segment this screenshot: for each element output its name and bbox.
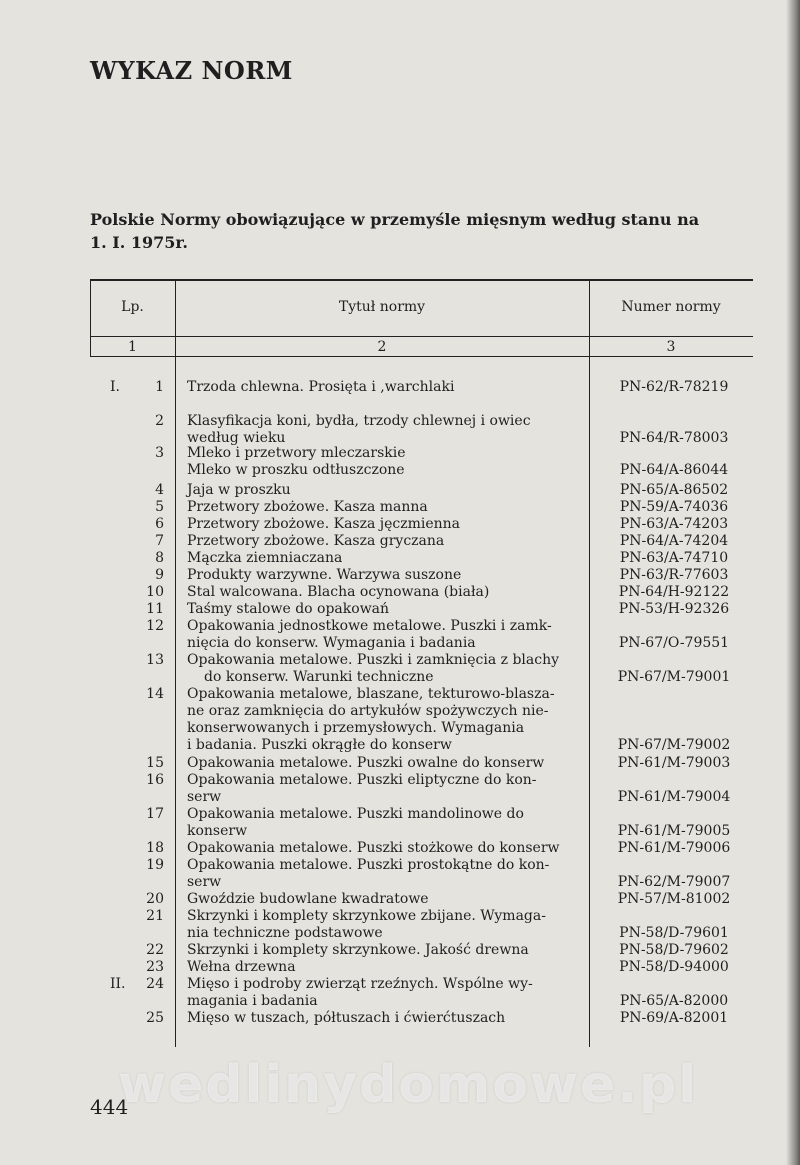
row-title bbox=[187, 652, 579, 686]
row-title-line: Opakowania jednostkowe metalowe. Puszki i zamk- bbox=[187, 618, 552, 634]
row-title bbox=[187, 618, 579, 652]
row-norm-number: PN-58/D-79601 bbox=[619, 925, 729, 941]
row-norm-number: PN-64/A-74204 bbox=[619, 533, 729, 549]
row-number: 8 bbox=[155, 550, 164, 566]
row-title bbox=[187, 772, 579, 806]
header-title: Tytuł normy bbox=[338, 299, 426, 315]
row-norm-number: PN-63/R-77603 bbox=[619, 567, 729, 583]
row-number: 24 bbox=[146, 976, 164, 992]
row-norm-number: PN-67/M-79001 bbox=[617, 669, 731, 685]
row-norm-number: PN-59/A-74036 bbox=[619, 499, 729, 515]
row-title-line: Mleko i przetwory mleczarskie bbox=[187, 445, 406, 461]
col-number-3: 3 bbox=[666, 339, 676, 355]
row-title-line: konserwowanych i przemysłowych. Wymagania bbox=[187, 720, 525, 736]
row-title bbox=[187, 976, 579, 1010]
row-number: 17 bbox=[146, 806, 164, 822]
row-title-line: Skrzynki i komplety skrzynkowe. Jakość drewna bbox=[187, 942, 529, 958]
row-title bbox=[187, 908, 579, 942]
row-norm-number: PN-65/A-82000 bbox=[619, 993, 729, 1009]
header-lp: Lp. bbox=[121, 299, 144, 315]
row-title-line: ne oraz zamknięcia do artykułów spożywczych nie- bbox=[187, 703, 549, 719]
table-header bbox=[90, 281, 753, 357]
row-title-line: Stal walcowana. Blacha ocynowana (biała) bbox=[187, 584, 490, 600]
col-number-1: 1 bbox=[128, 339, 137, 355]
row-title bbox=[187, 806, 579, 840]
page-edge-shadow bbox=[786, 0, 800, 1165]
row-number: 1 bbox=[155, 379, 164, 395]
row-title bbox=[187, 567, 579, 584]
row-title-line: Przetwory zbożowe. Kasza gryczana bbox=[187, 533, 445, 549]
row-norm-number: PN-65/A-86502 bbox=[619, 482, 729, 498]
row-title-line: Gwoździe budowlane kwadratowe bbox=[187, 891, 429, 907]
row-title bbox=[187, 601, 579, 618]
row-norm-number: PN-61/M-79006 bbox=[617, 840, 731, 856]
row-title-line: Jaja w proszku bbox=[187, 482, 291, 498]
row-number: 21 bbox=[146, 908, 164, 924]
row-norm-number: PN-67/O-79551 bbox=[618, 635, 730, 651]
row-number: 5 bbox=[155, 499, 164, 515]
row-title bbox=[187, 379, 579, 396]
row-title-line: i badania. Puszki okrągłe do konserw bbox=[187, 737, 452, 753]
row-title-line: Wełna drzewna bbox=[187, 959, 296, 975]
row-title bbox=[187, 1010, 579, 1027]
row-title-line: konserw bbox=[187, 823, 248, 839]
row-title bbox=[187, 959, 579, 976]
row-norm-number: PN-57/M-81002 bbox=[617, 891, 731, 907]
row-title-line: Produkty warzywne. Warzywa suszone bbox=[187, 567, 462, 583]
row-title-line: Opakowania metalowe. Puszki mandolinowe do bbox=[187, 806, 524, 822]
row-number: 25 bbox=[146, 1010, 164, 1026]
row-title-line: Mięso w tuszach, półtuszach i ćwierćtuszach bbox=[187, 1010, 506, 1026]
norms-table bbox=[90, 279, 753, 1047]
row-title-line: nia techniczne podstawowe bbox=[187, 925, 383, 941]
row-title-line: Mączka ziemniaczana bbox=[187, 550, 343, 566]
row-number: 11 bbox=[146, 601, 164, 617]
row-title bbox=[187, 499, 579, 516]
row-number: 20 bbox=[146, 891, 164, 907]
row-norm-number: PN-69/A-82001 bbox=[619, 1010, 729, 1026]
row-title-line: według wieku bbox=[187, 430, 286, 446]
page-number: 444 bbox=[90, 1095, 129, 1119]
row-title bbox=[187, 755, 579, 772]
row-title-line: Opakowania metalowe. Puszki stożkowe do konserw bbox=[187, 840, 560, 856]
row-title-line: do konserw. Warunki techniczne bbox=[204, 669, 434, 685]
row-title bbox=[187, 482, 579, 499]
watermark-logo: wedlinydomowe.pl bbox=[117, 1055, 699, 1115]
row-norm-number: PN-61/M-79003 bbox=[617, 755, 731, 771]
row-number: 15 bbox=[146, 755, 164, 771]
row-norm-number: PN-63/A-74203 bbox=[619, 516, 729, 532]
row-title-line: serw bbox=[187, 874, 222, 890]
row-number: 7 bbox=[155, 533, 164, 549]
row-number: 23 bbox=[146, 959, 164, 975]
header-code: Numer normy bbox=[621, 299, 721, 315]
row-number: 12 bbox=[146, 618, 164, 634]
row-number: 10 bbox=[146, 584, 164, 600]
row-norm-number: PN-67/M-79002 bbox=[617, 737, 731, 753]
row-number: 2 bbox=[155, 413, 164, 429]
row-title-line: Opakowania metalowe, blaszane, tekturowo-blasza- bbox=[187, 686, 555, 702]
row-number: 9 bbox=[155, 567, 164, 583]
row-title bbox=[187, 533, 579, 550]
row-title-line: Opakowania metalowe. Puszki eliptyczne do kon- bbox=[187, 772, 537, 788]
row-number: 3 bbox=[155, 445, 164, 461]
row-number: 13 bbox=[146, 652, 164, 668]
row-title-line: serw bbox=[187, 789, 222, 805]
row-norm-number: PN-64/H-92122 bbox=[618, 584, 730, 600]
row-title bbox=[187, 550, 579, 567]
row-norm-number: PN-62/R-78219 bbox=[619, 379, 729, 395]
row-title-line: Taśmy stalowe do opakowań bbox=[187, 601, 390, 617]
row-title-line: Klasyfikacja koni, bydła, trzody chlewnej i owiec bbox=[187, 413, 531, 429]
row-title-line: Przetwory zbożowe. Kasza manna bbox=[187, 499, 428, 515]
row-title bbox=[187, 686, 579, 754]
row-number: 6 bbox=[155, 516, 164, 532]
row-section: II. bbox=[110, 976, 126, 992]
row-norm-number: PN-64/R-78003 bbox=[619, 430, 729, 446]
row-title-line: nięcia do konserw. Wymagania i badania bbox=[187, 635, 476, 651]
row-number: 19 bbox=[146, 857, 164, 873]
row-number: 16 bbox=[146, 772, 164, 788]
row-title bbox=[187, 942, 579, 959]
row-norm-number: PN-61/M-79004 bbox=[617, 789, 731, 805]
header-separator bbox=[90, 336, 753, 337]
row-title bbox=[187, 516, 579, 533]
row-title-line: Opakowania metalowe. Puszki prostokątne do kon- bbox=[187, 857, 550, 873]
row-title-line: Trzoda chlewna. Prosięta i ,warchlaki bbox=[187, 379, 455, 395]
row-title bbox=[187, 840, 579, 857]
row-title-line: Opakowania metalowe. Puszki owalne do konserw bbox=[187, 755, 545, 771]
row-title-line: Mleko w proszku odtłuszczone bbox=[187, 462, 405, 478]
row-title bbox=[187, 857, 579, 891]
row-norm-number: PN-53/H-92326 bbox=[618, 601, 730, 617]
row-norm-number: PN-58/D-94000 bbox=[619, 959, 729, 975]
row-norm-number: PN-58/D-79602 bbox=[619, 942, 729, 958]
row-title bbox=[187, 445, 579, 479]
row-number: 4 bbox=[155, 482, 164, 498]
row-title-line: Opakowania metalowe. Puszki i zamknięcia z blachy bbox=[187, 652, 560, 668]
table-caption: Polskie Normy obowiązujące w przemyśle mięsnym według stanu na 1. I. 1975r. bbox=[90, 210, 700, 252]
row-number: 22 bbox=[146, 942, 164, 958]
row-title bbox=[187, 584, 579, 601]
row-number: 14 bbox=[146, 686, 164, 702]
row-title bbox=[187, 413, 579, 447]
row-title-line: Mięso i podroby zwierząt rzeźnych. Wspólne wy- bbox=[187, 976, 533, 992]
row-norm-number: PN-63/A-74710 bbox=[619, 550, 729, 566]
row-title-line: magania i badania bbox=[187, 993, 318, 1009]
row-norm-number: PN-62/M-79007 bbox=[617, 874, 731, 890]
page-heading: WYKAZ NORM bbox=[90, 56, 293, 85]
row-norm-number: PN-61/M-79005 bbox=[617, 823, 731, 839]
row-title bbox=[187, 891, 579, 908]
row-title-line: Przetwory zbożowe. Kasza jęczmienna bbox=[187, 516, 461, 532]
row-number: 18 bbox=[146, 840, 164, 856]
col-number-2: 2 bbox=[377, 339, 387, 355]
table-body bbox=[90, 357, 753, 1047]
row-section: I. bbox=[110, 379, 120, 395]
row-norm-number: PN-64/A-86044 bbox=[619, 462, 729, 478]
row-title-line: Skrzynki i komplety skrzynkowe zbijane. Wymaga- bbox=[187, 908, 546, 924]
